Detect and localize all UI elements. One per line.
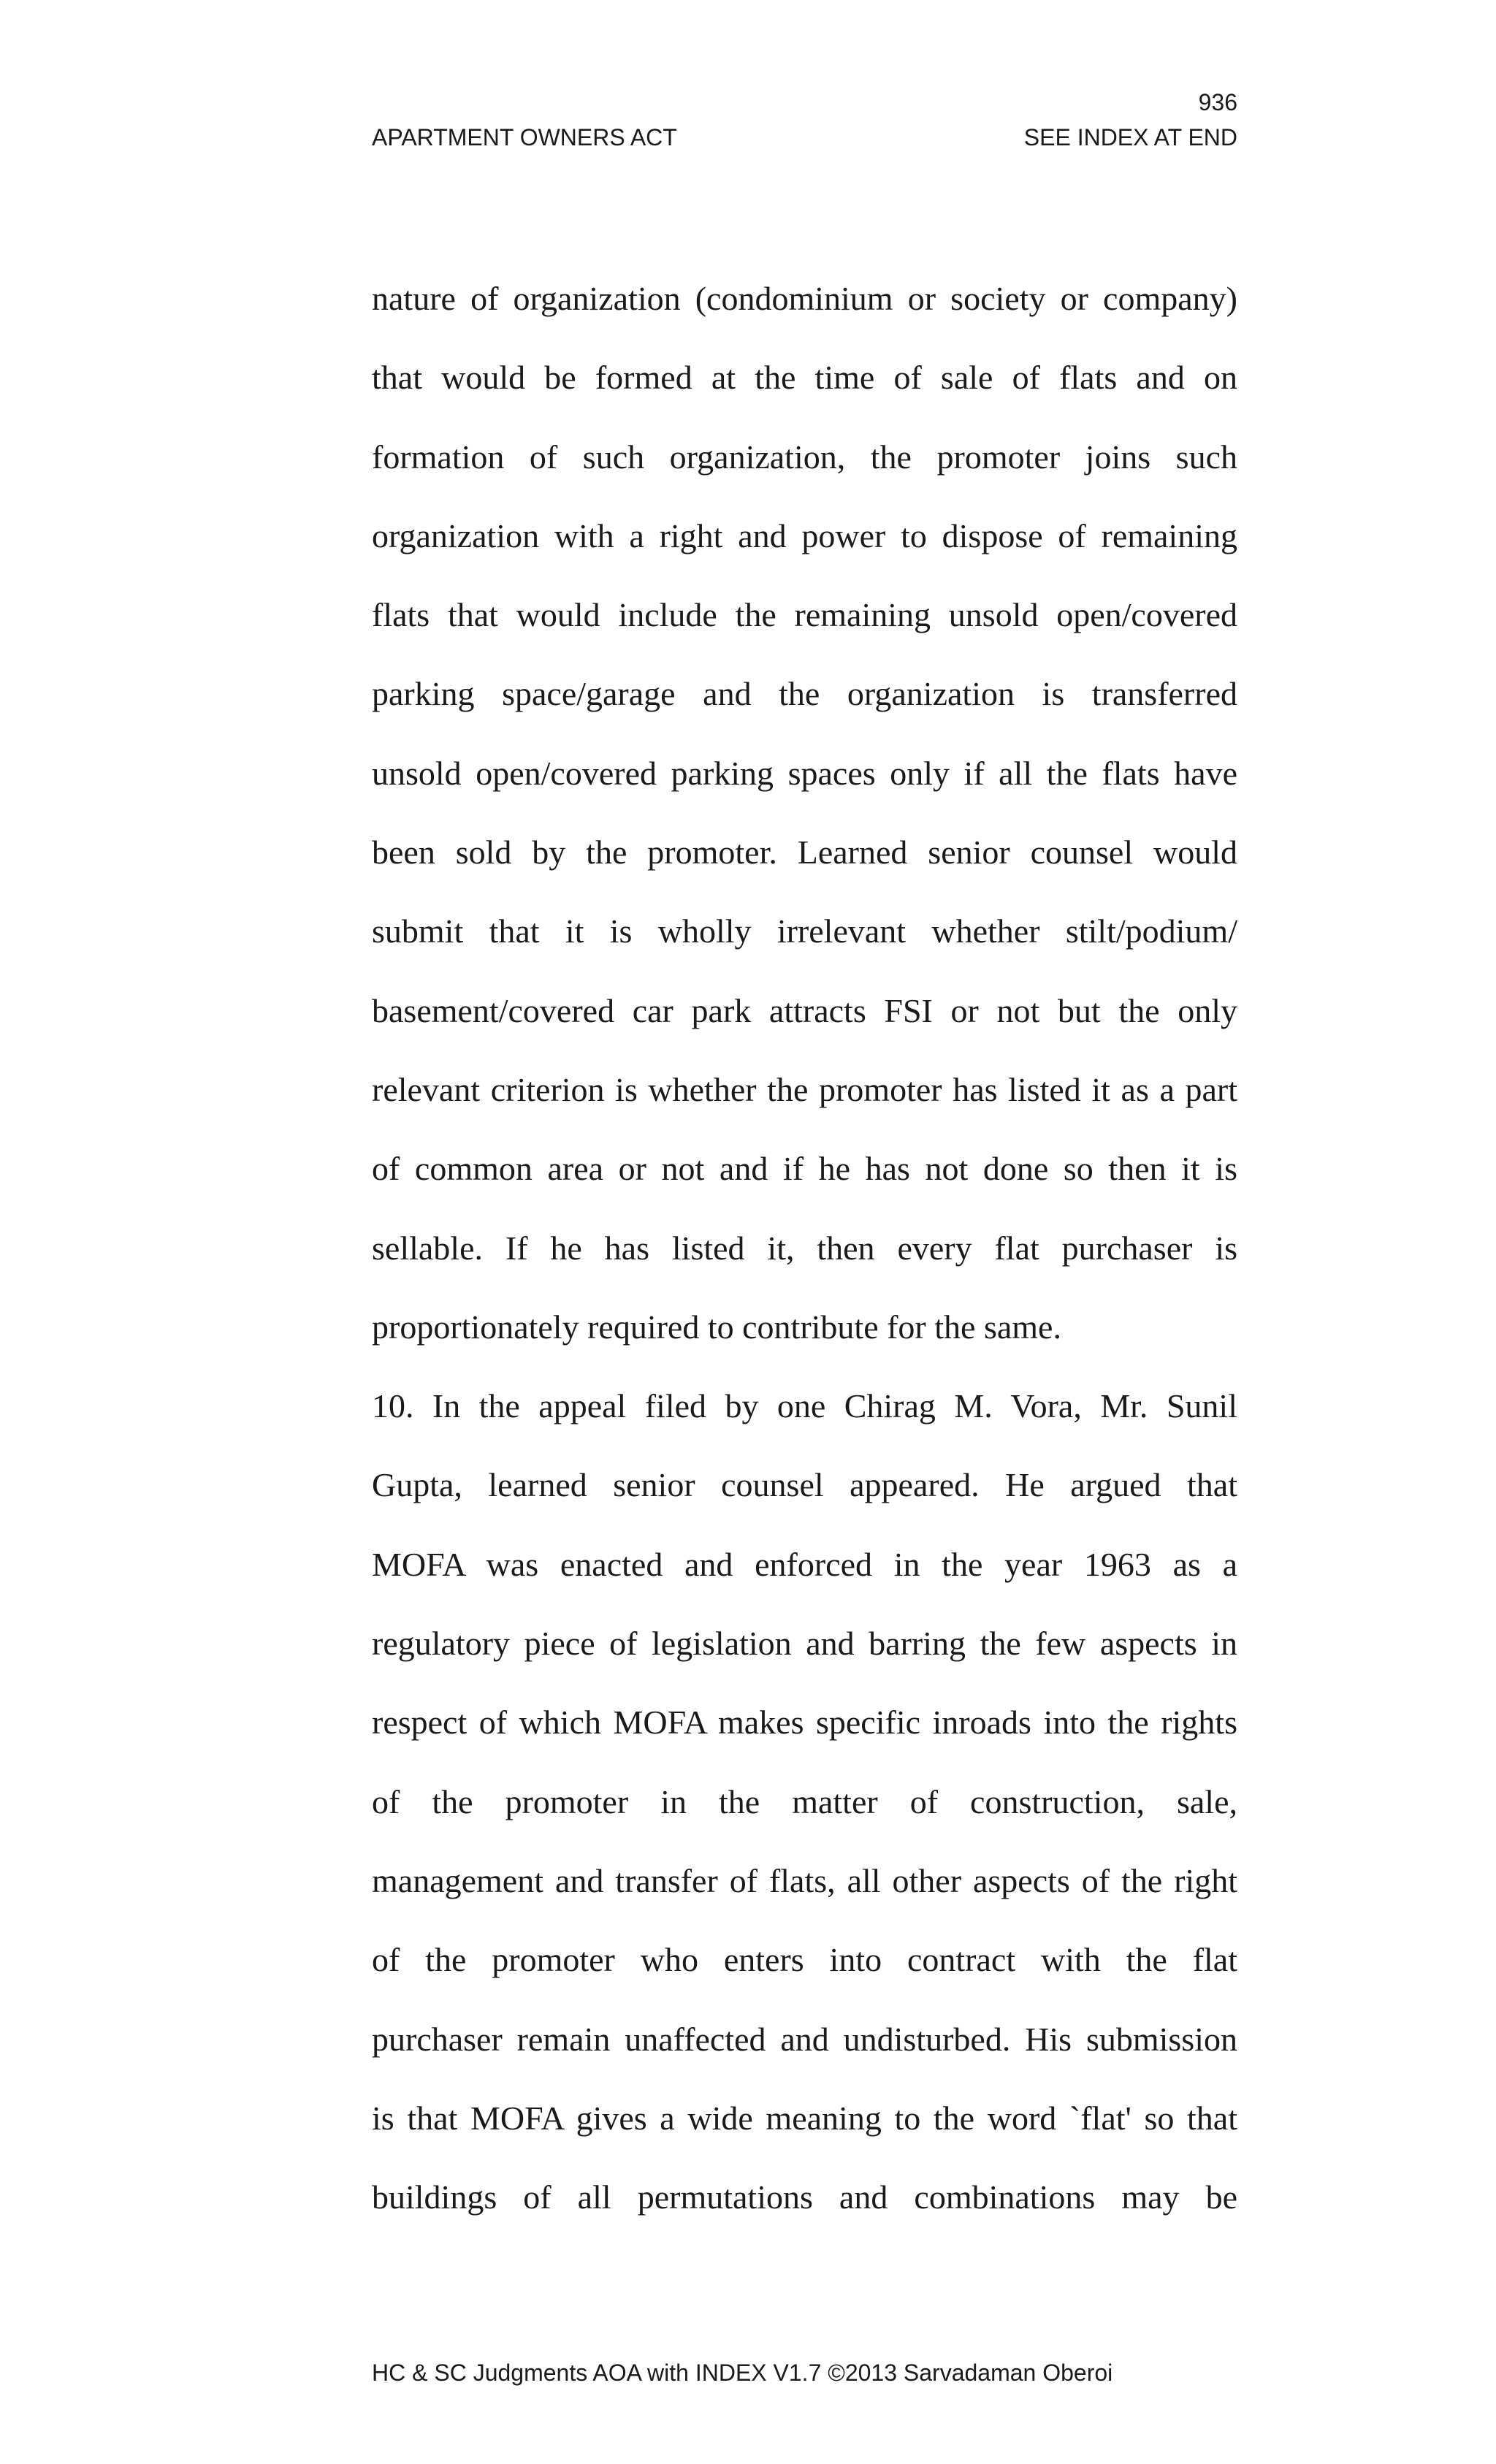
text-line: basement/covered car park attracts FSI or not but the only — [372, 991, 1237, 1029]
header-index-note: SEE INDEX AT END — [1023, 124, 1237, 150]
footer-copyright: HC & SC Judgments AOA with INDEX V1.7 ©2013 Sarvadaman Oberoi — [372, 2360, 1113, 2386]
header-title: APARTMENT OWNERS ACT — [372, 124, 677, 150]
text-line: proportionately required to contribute for the same. — [372, 1308, 1061, 1346]
text-line: of the promoter in the matter of construction, sale, — [372, 1782, 1237, 1820]
text-line: management and transfer of flats, all other aspects of the right — [372, 1861, 1237, 1899]
text-line: regulatory piece of legislation and barring the few aspects in — [372, 1625, 1237, 1663]
judgment-body-text — [372, 259, 1237, 2237]
text-line: sellable. If he has listed it, then every flat purchaser is — [372, 1229, 1237, 1267]
text-line: purchaser remain unaffected and undisturbed. His submission — [372, 2020, 1237, 2058]
text-line: of the promoter who enters into contract with the flat — [372, 1941, 1237, 1979]
page-number: 936 — [1198, 89, 1237, 115]
text-line: parking space/garage and the organization is transferred — [372, 675, 1237, 713]
text-line: relevant criterion is whether the promoter has listed it as a part — [372, 1070, 1237, 1108]
text-line: Gupta, learned senior counsel appeared. He argued that — [372, 1466, 1237, 1504]
text-line: nature of organization (condominium or society or company) — [372, 280, 1237, 317]
text-line: 10. In the appeal filed by one Chirag M. Vora, Mr. Sunil — [372, 1387, 1237, 1425]
text-line: unsold open/covered parking spaces only if all the flats have — [372, 754, 1237, 792]
text-line: that would be formed at the time of sale of flats and on — [372, 359, 1237, 397]
text-line: been sold by the promoter. Learned senior counsel would — [372, 834, 1237, 871]
text-line: organization with a right and power to dispose of remaining — [372, 516, 1237, 554]
text-line: formation of such organization, the promoter joins such — [372, 438, 1237, 476]
text-line: submit that it is wholly irrelevant whether stilt/podium/ — [372, 912, 1237, 950]
text-line: flats that would include the remaining unsold open/covered — [372, 596, 1237, 634]
text-line: buildings of all permutations and combinations may be — [372, 2178, 1237, 2216]
text-line: is that MOFA gives a wide meaning to the word `flat' so that — [372, 2099, 1237, 2137]
text-line: of common area or not and if he has not done so then it is — [372, 1150, 1237, 1188]
text-line: respect of which MOFA makes specific inroads into the rights — [372, 1704, 1237, 1742]
text-line: MOFA was enacted and enforced in the year 1963 as a — [372, 1545, 1237, 1583]
